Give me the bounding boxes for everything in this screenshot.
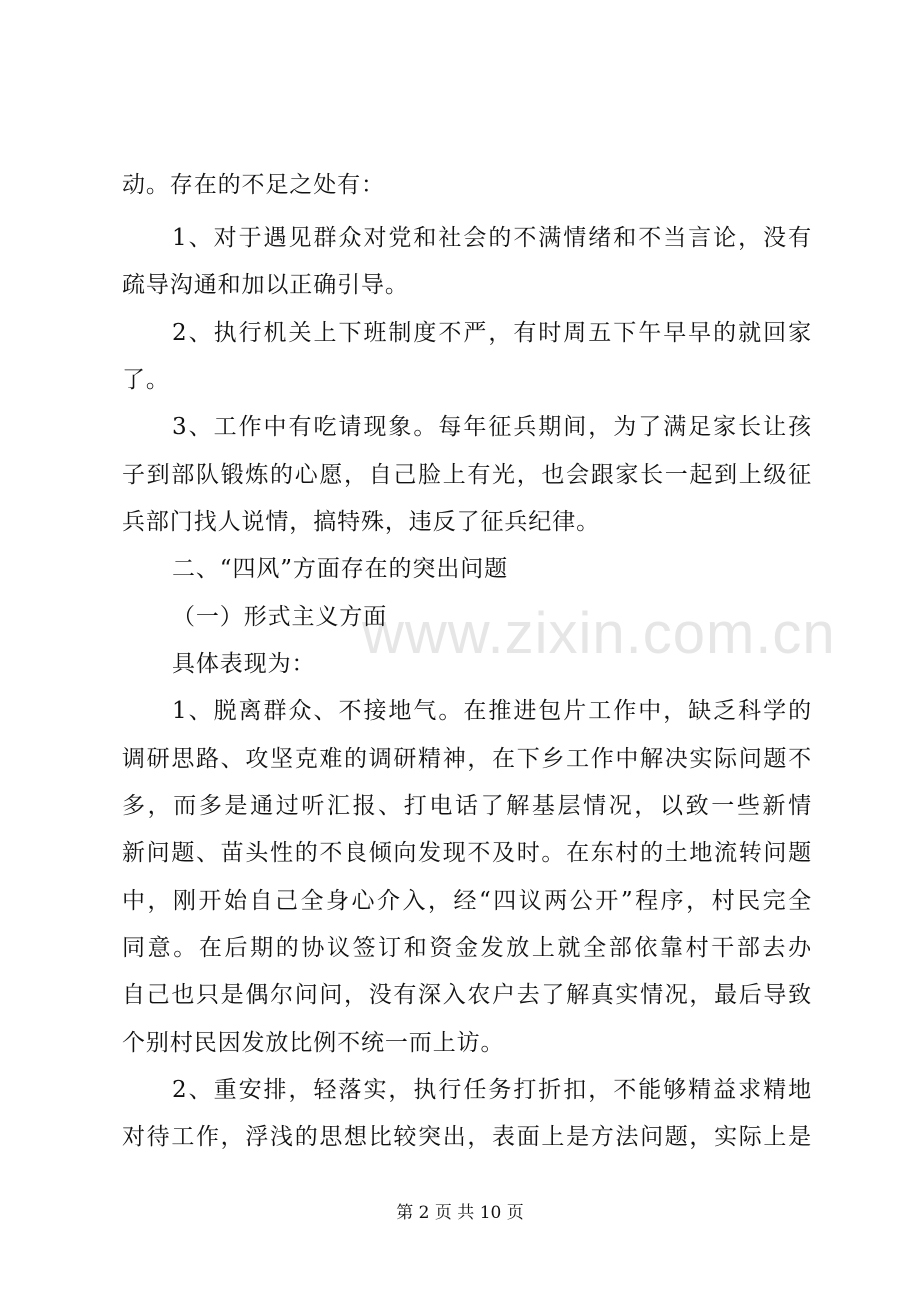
text-line-15: 新问题、苗头性的不良倾向发现不及时。在东村的土地流转问题 [122, 840, 812, 866]
text-line-17: 同意。在后期的协议签订和资金发放上就全部依靠村干部去办 [122, 935, 812, 961]
text-line-6: 3、工作中有吃请现象。每年征兵期间，为了满足家长让孩 [172, 414, 812, 440]
text-line-14: 多，而多是通过听汇报、打电话了解基层情况，以致一些新情 [122, 793, 812, 819]
text-line-20: 2、重安排，轻落实，执行任务打折扣，不能够精益求精地 [172, 1077, 812, 1103]
text-line-18: 自己也只是偶尔问问，没有深入农户去了解真实情况，最后导致 [122, 982, 812, 1008]
text-line-13: 调研思路、攻坚克难的调研精神，在下乡工作中解决实际问题不 [122, 746, 812, 772]
subsection-heading: （一）形式主义方面 [172, 604, 388, 630]
text-line-19: 个别村民因发放比例不统一而上访。 [122, 1030, 505, 1056]
text-line-11: 具体表现为： [172, 651, 316, 677]
text-line-3: 疏导沟通和加以正确引导。 [122, 272, 409, 298]
text-line-4: 2、执行机关上下班制度不严，有时周五下午早早的就回家 [172, 320, 812, 346]
text-line-12: 1、脱离群众、不接地气。在推进包片工作中，缺乏科学的 [172, 698, 812, 724]
text-line-1: 动。存在的不足之处有： [122, 172, 385, 198]
page-footer: 第 2 页 共 10 页 [396, 1203, 524, 1223]
text-line-16: 中，刚开始自己全身心介入，经“四议两公开”程序，村民完全 [122, 888, 812, 914]
section-heading: 二、“四风”方面存在的突出问题 [172, 556, 509, 582]
text-line-5: 了。 [122, 367, 170, 393]
text-line-7: 子到部队锻炼的心愿，自己脸上有光，也会跟家长一起到上级征 [122, 462, 812, 488]
text-line-21: 对待工作，浮浅的思想比较突出，表面上是方法问题，实际上是 [122, 1124, 812, 1150]
text-line-8: 兵部门找人说情，搞特殊，违反了征兵纪律。 [122, 509, 600, 535]
text-line-2: 1、对于遇见群众对党和社会的不满情绪和不当言论，没有 [172, 225, 812, 251]
watermark: www.zixin.com.cn [362, 601, 836, 666]
